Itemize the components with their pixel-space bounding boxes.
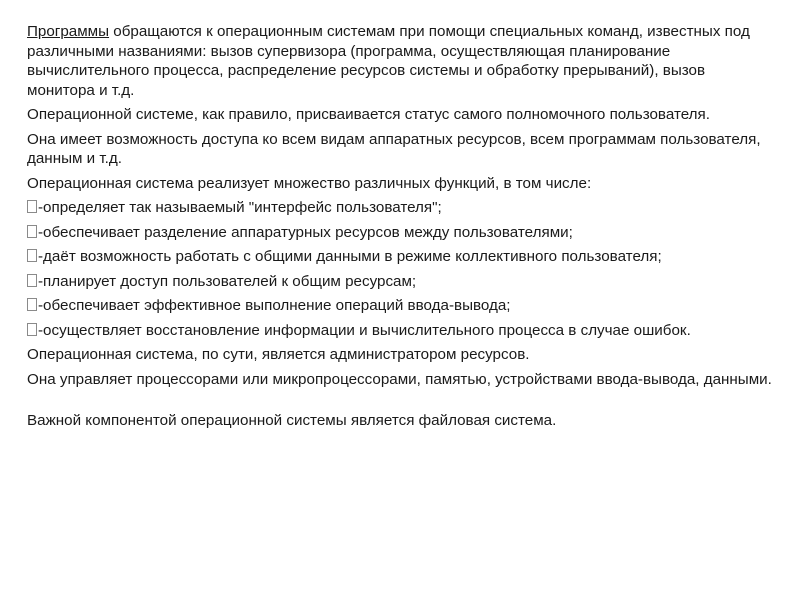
bullet-box-icon (27, 225, 37, 238)
bullet-text: -обеспечивает эффективное выполнение операций ввода-вывода; (38, 297, 511, 314)
bullet-item (27, 247, 777, 267)
bullet-text: -определяет так называемый "интерфейс пользователя"; (38, 199, 442, 216)
bullet-item (27, 198, 777, 218)
bullet-box-icon (27, 249, 37, 262)
paragraph-text: обращаются к операционным системам при помощи специальных команд, известных под различными названиями: вызов супервизора (программа, осуществляющая планирование вычислительного процесса, распределение ресурсов системы и обработку прерываний), вызов монитора и т.д. (27, 23, 750, 99)
bullet-box-icon (27, 323, 37, 336)
paragraph-functions: Операционная система реализует множество различных функций, в том числе: (27, 174, 592, 192)
bullet-text: -обеспечивает разделение аппаратурных ресурсов между пользователями; (38, 223, 573, 241)
paragraph-manages: Она управляет процессорами или микропроцессорами, памятью, устройствами ввода-вывода, данными. (27, 370, 772, 388)
bullet-text: -планирует доступ пользователей к общим ресурсам; (38, 272, 417, 290)
bullet-item (27, 296, 777, 316)
slide-text-body (27, 22, 777, 436)
bullet-text: -осуществляет восстановление информации и вычислительного процесса в случае ошибок. (38, 321, 691, 339)
paragraph-access: Она имеет возможность доступа ко всем видам аппаратных ресурсов, всем программам пользователя, данным и т.д. (27, 130, 761, 167)
bullet-box-icon (27, 298, 37, 311)
paragraph-administrator: Операционная система, по сути, является администратором ресурсов. (27, 346, 530, 363)
bullet-text: -даёт возможность работать с общими данными в режиме коллективного пользователя; (38, 248, 662, 265)
paragraph-programs (27, 22, 777, 100)
paragraph-status: Операционной системе, как правило, присваивается статус самого полномочного пользователя. (27, 106, 710, 123)
bullet-box-icon (27, 200, 37, 213)
bullet-item (27, 272, 777, 292)
underlined-term: Программы (27, 23, 110, 40)
bullet-item (27, 223, 777, 243)
paragraph-file-system: Важной компонентой операционной системы является файловая система. (27, 412, 557, 429)
bullet-item (27, 321, 777, 341)
bullet-box-icon (27, 274, 37, 287)
